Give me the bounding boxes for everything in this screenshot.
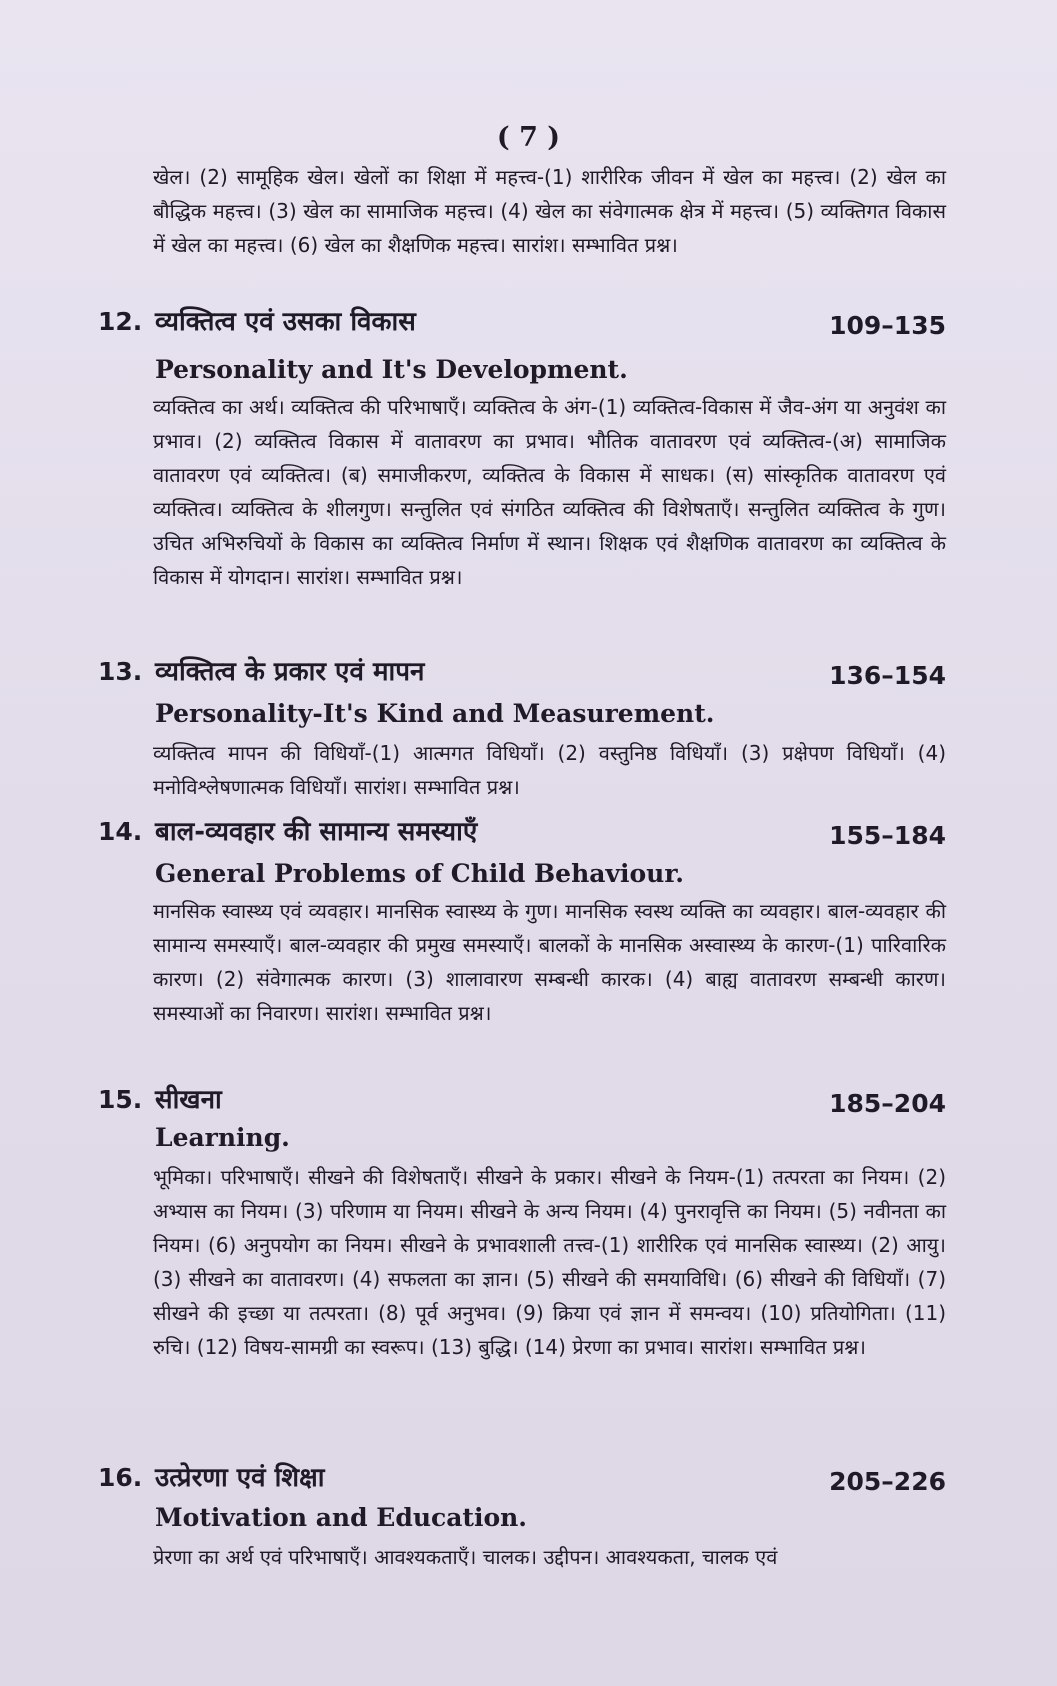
chapter-title-english: Motivation and Education.	[155, 1503, 528, 1532]
chapter-number: 13.	[98, 657, 143, 686]
chapter-contents: व्यक्तित्व का अर्थ। व्यक्तित्व की परिभाषाएँ। व्यक्तित्व के अंग-(1) व्यक्तित्व-विकास में जैव-अंग या अनुवंश का प्रभाव। (2) व्यक्तित्व विकास में वातावरण का प्रभाव। भौतिक वातावरण एवं व्यक्तित्व-(अ) सामाजिक वातावरण एवं व्यक्तित्व। (ब) समाजीकरण, व्यक्तित्व के विकास में साधक। (स) सांस्कृतिक वातावरण एवं व्यक्तित्व। व्यक्तित्व के शीलगुण। सन्तुलित एवं संगठित व्यक्तित्व की विशेषताएँ। सन्तुलित व्यक्तित्व के गुण। उचित अभिरुचियों के विकास का व्यक्तित्व निर्माण में स्थान। शिक्षक एवं शैक्षणिक वातावरण का व्यक्तित्व के विकास में योगदान। सारांश। सम्भावित प्रश्न।	[153, 395, 946, 589]
chapter-contents: व्यक्तित्व मापन की विधियाँ-(1) आत्मगत विधियाँ। (2) वस्तुनिष्ठ विधियाँ। (3) प्रक्षेपण विधियाँ। (4) मनोविश्लेषणात्मक विधियाँ। सारांश। सम्भावित प्रश्न।	[153, 741, 946, 799]
chapter-number: 16.	[98, 1463, 143, 1492]
intro-paragraph: खेल। (2) सामूहिक खेल। खेलों का शिक्षा में महत्त्व-(1) शारीरिक जीवन में खेल का महत्त्व। (2) खेल का बौद्धिक महत्त्व। (3) खेल का सामाजिक महत्त्व। (4) खेल का संवेगात्मक क्षेत्र में महत्त्व। (5) व्यक्तिगत विकास में खेल का महत्त्व। (6) खेल का शैक्षणिक महत्त्व। सारांश। सम्भावित प्रश्न।	[153, 165, 946, 257]
chapter-12-heading	[98, 302, 946, 342]
page-number: ( 7 )	[496, 122, 561, 153]
chapter-page-range: 109–135	[829, 311, 946, 340]
chapter-13-heading	[98, 652, 946, 692]
chapter-title-english: General Problems of Child Behaviour.	[155, 859, 684, 888]
chapter-number: 15.	[98, 1085, 143, 1114]
chapter-contents: प्रेरणा का अर्थ एवं परिभाषाएँ। आवश्यकताएँ। चालक। उद्दीपन। आवश्यकता, चालक एवं	[153, 1545, 778, 1569]
chapter-15-heading	[98, 1080, 946, 1120]
chapter-14-heading	[98, 812, 946, 852]
chapter-contents: भूमिका। परिभाषाएँ। सीखने की विशेषताएँ। सीखने के प्रकार। सीखने के नियम-(1) तत्परता का नियम। (2) अभ्यास का नियम। (3) परिणाम या नियम। सीखने के अन्य नियम। (4) पुनरावृत्ति का नियम। (5) नवीनता का नियम। (6) अनुपयोग का नियम। सीखने के प्रभावशाली तत्त्व-(1) शारीरिक एवं मानसिक स्वास्थ्य। (2) आयु। (3) सीखने का वातावरण। (4) सफलता का ज्ञान। (5) सीखने की समयाविधि। (6) सीखने की विधियाँ। (7) सीखने की इच्छा या तत्परता। (8) पूर्व अनुभव। (9) क्रिया एवं ज्ञान में समन्वय। (10) प्रतियोगिता। (11) रुचि। (12) विषय-सामग्री का स्वरूप। (13) बुद्धि। (14) प्रेरणा का प्रभाव। सारांश। सम्भावित प्रश्न।	[153, 1165, 946, 1359]
chapter-16-heading	[98, 1458, 946, 1498]
chapter-title-hindi: बाल-व्यवहार की सामान्य समस्याएँ	[155, 817, 478, 847]
chapter-title-english: Learning.	[155, 1123, 290, 1152]
chapter-page-range: 185–204	[829, 1089, 946, 1118]
chapter-title-hindi: व्यक्तित्व एवं उसका विकास	[155, 307, 416, 337]
chapter-page-range: 155–184	[829, 821, 946, 850]
chapter-number: 12.	[98, 307, 143, 336]
chapter-number: 14.	[98, 817, 143, 846]
chapter-title-hindi: व्यक्तित्व के प्रकार एवं मापन	[155, 657, 425, 687]
chapter-page-range: 136–154	[829, 661, 946, 690]
chapter-title-english: Personality and It's Development.	[155, 355, 628, 384]
chapter-title-hindi: उत्प्रेरणा एवं शिक्षा	[155, 1463, 325, 1493]
chapter-page-range: 205–226	[829, 1467, 946, 1496]
chapter-contents: मानसिक स्वास्थ्य एवं व्यवहार। मानसिक स्वास्थ्य के गुण। मानसिक स्वस्थ व्यक्ति का व्यवहार। बाल-व्यवहार की सामान्य समस्याएँ। बाल-व्यवहार की प्रमुख समस्याएँ। बालकों के मानसिक अस्वास्थ्य के कारण-(1) पारिवारिक कारण। (2) संवेगात्मक कारण। (3) शालावारण सम्बन्धी कारक। (4) बाह्य वातावरण सम्बन्धी कारण। समस्याओं का निवारण। सारांश। सम्भावित प्रश्न।	[153, 899, 946, 1025]
chapter-title-english: Personality-It's Kind and Measurement.	[155, 699, 715, 728]
chapter-title-hindi: सीखना	[155, 1085, 222, 1115]
